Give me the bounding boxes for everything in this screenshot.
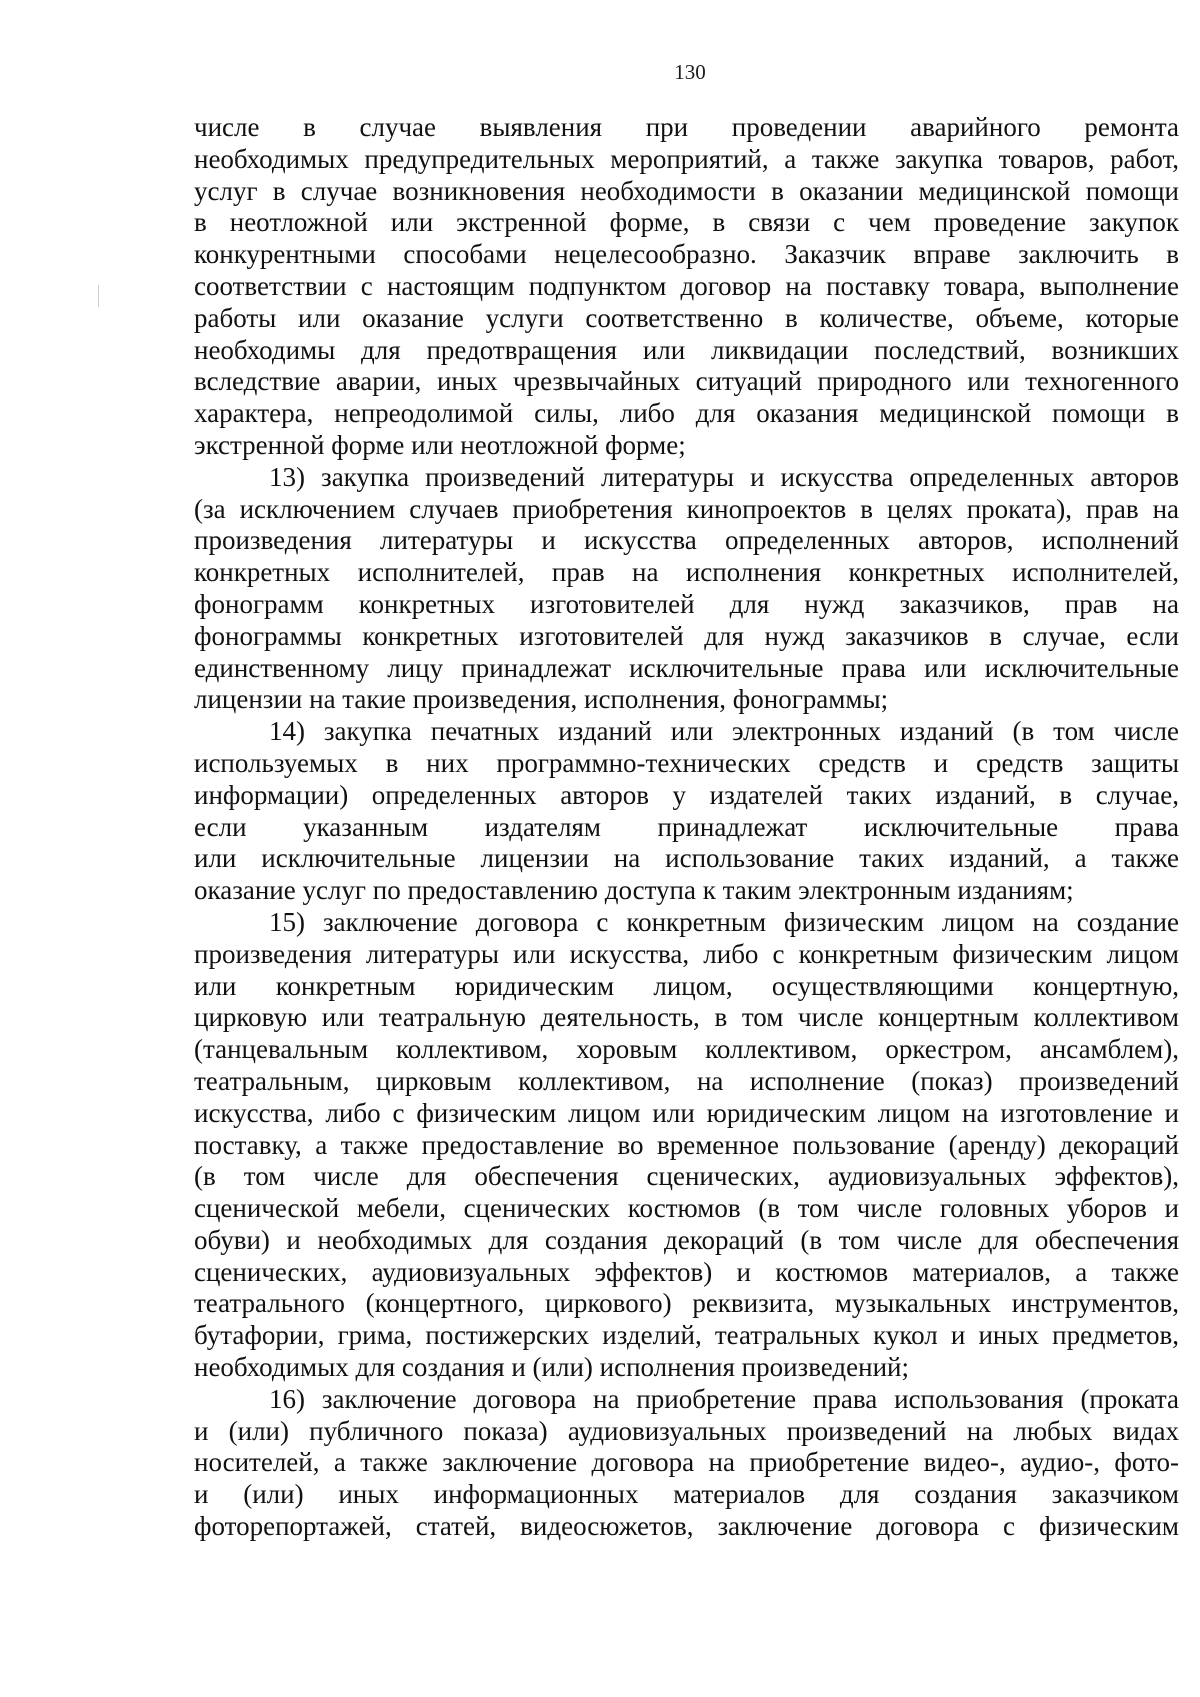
text-line: искусства, либо с физическим лицом или юридическим лицом на изготовление и <box>194 1097 1179 1128</box>
text-line: и (или) иных информационных материалов для создания заказчиком <box>194 1479 1179 1510</box>
text-line: 13) закупка произведений литературы и искусства определенных авторов <box>269 461 1179 492</box>
text-line: цирковую или театральную деятельность, в том числе концертным коллективом <box>194 1002 1179 1033</box>
text-line: обуви) и необходимых для создания декораций (в том числе для обеспечения <box>194 1224 1179 1255</box>
text-line: или исключительные лицензии на использование таких изданий, а также <box>194 843 1179 874</box>
text-line: 16) заключение договора на приобретение права использования (проката <box>269 1383 1179 1414</box>
text-line: характера, непреодолимой силы, либо для оказания медицинской помощи в <box>194 398 1179 429</box>
text-line: и (или) публичного показа) аудиовизуальных произведений на любых видах <box>194 1415 1179 1446</box>
text-line: в неотложной или экстренной форме, в связи с чем проведение закупок <box>194 207 1179 238</box>
text-line: сценических, аудиовизуальных эффектов) и костюмов материалов, а также <box>194 1256 1179 1287</box>
text-line: конкретных исполнителей, прав на исполнения конкретных исполнителей, <box>194 557 1179 588</box>
text-line: 15) заключение договора с конкретным физическим лицом на создание <box>269 906 1179 937</box>
text-line: экстренной форме или неотложной форме; <box>194 429 686 460</box>
text-line: носителей, а также заключение договора на приобретение видео-, аудио-, фото- <box>194 1447 1179 1478</box>
text-line: необходимы для предотвращения или ликвидации последствий, возникших <box>194 334 1179 365</box>
text-line: произведения литературы и искусства определенных авторов, исполнений <box>194 525 1179 556</box>
text-line: (за исключением случаев приобретения кинопроектов в целях проката), прав на <box>194 493 1179 524</box>
text-line: оказание услуг по предоставлению доступа к таким электронным изданиям; <box>194 875 1074 906</box>
text-line: театрального (концертного, циркового) реквизита, музыкальных инструментов, <box>194 1288 1179 1319</box>
text-line: (в том числе для обеспечения сценических, аудиовизуальных эффектов), <box>194 1161 1179 1192</box>
text-line: сценической мебели, сценических костюмов (в том числе головных уборов и <box>194 1193 1179 1224</box>
text-line: вследствие аварии, иных чрезвычайных ситуаций природного или техногенного <box>194 366 1179 397</box>
text-line: работы или оказание услуги соответственно в количестве, объеме, которые <box>194 302 1179 333</box>
document-text <box>194 112 1179 1543</box>
text-line: услуг в случае возникновения необходимости в оказании медицинской помощи <box>194 175 1179 206</box>
text-line: числе в случае выявления при проведении аварийного ремонта <box>194 112 1179 142</box>
text-line: или конкретным юридическим лицом, осуществляющими концертную, <box>194 970 1179 1001</box>
text-line: (танцевальным коллективом, хоровым коллективом, оркестром, ансамблем), <box>194 1034 1179 1065</box>
text-line: бутафории, грима, постижерских изделий, театральных кукол и иных предметов, <box>194 1320 1179 1351</box>
text-line: поставку, а также предоставление во временное пользование (аренду) декораций <box>194 1129 1179 1160</box>
text-line: фонограмм конкретных изготовителей для нужд заказчиков, прав на <box>194 588 1179 619</box>
text-line: 14) закупка печатных изданий или электронных изданий (в том числе <box>269 716 1179 747</box>
text-line: лицензии на такие произведения, исполнения, фонограммы; <box>194 684 889 715</box>
text-line: произведения литературы или искусства, либо с конкретным физическим лицом <box>194 938 1179 969</box>
text-line: информации) определенных авторов у издателей таких изданий, в случае, <box>194 779 1179 810</box>
page-number: 130 <box>674 60 706 84</box>
text-line: необходимых предупредительных мероприятий, а также закупка товаров, работ, <box>194 143 1179 174</box>
text-line: единственному лицу принадлежат исключительные права или исключительные <box>194 652 1179 683</box>
text-line: используемых в них программно-технических средств и средств защиты <box>194 747 1179 778</box>
text-line: соответствии с настоящим подпунктом договор на поставку товара, выполнение <box>194 270 1179 301</box>
text-line: если указанным издателям принадлежат исключительные права <box>194 811 1179 842</box>
text-line: фонограммы конкретных изготовителей для нужд заказчиков в случае, если <box>194 620 1179 651</box>
text-line: театральным, цирковым коллективом, на исполнение (показ) произведений <box>194 1065 1179 1096</box>
text-line: конкурентными способами нецелесообразно. Заказчик вправе заключить в <box>194 239 1179 270</box>
text-line: фоторепортажей, статей, видеосюжетов, заключение договора с физическим <box>194 1511 1179 1542</box>
scan-artifact <box>98 285 99 307</box>
text-line: необходимых для создания и (или) исполнения произведений; <box>194 1352 909 1383</box>
